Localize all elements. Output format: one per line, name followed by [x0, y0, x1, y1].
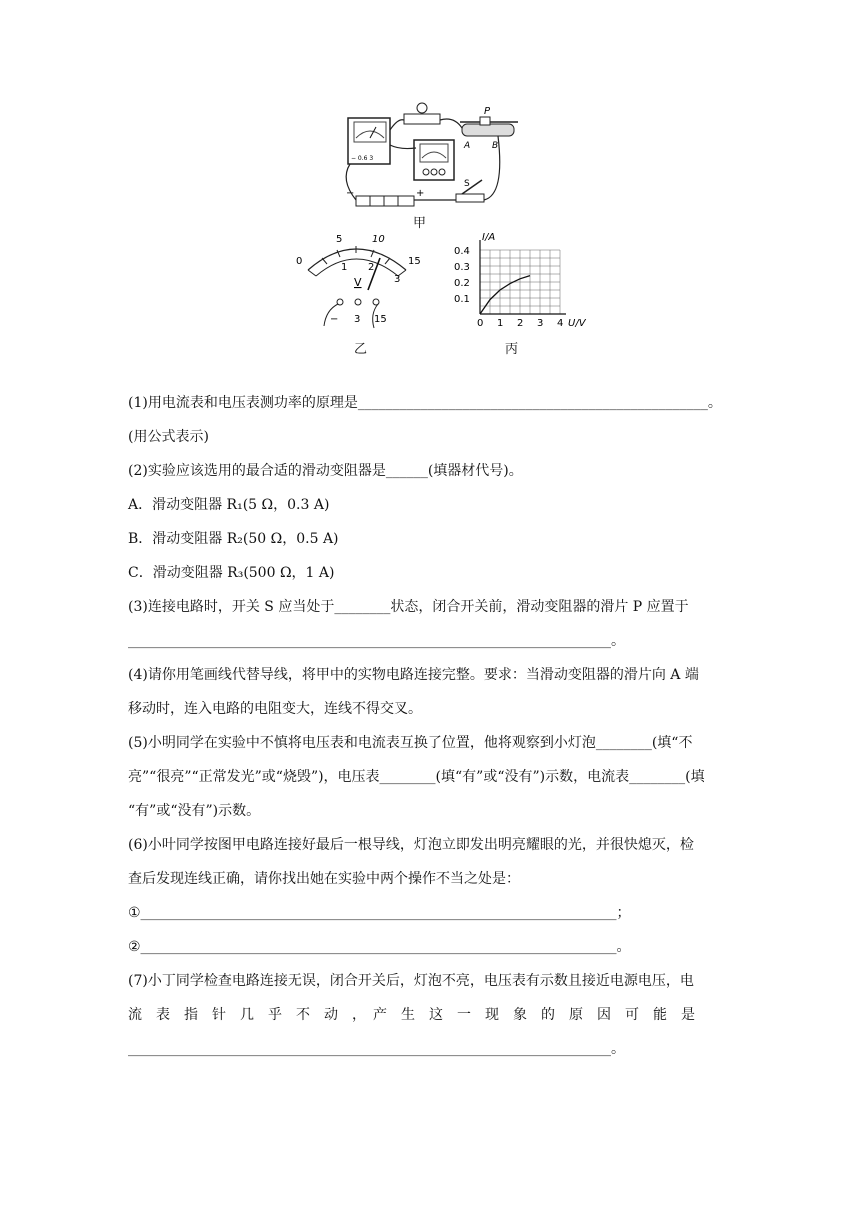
option-b: B．滑动变阻器 R₂(50 Ω，0.5 A): [128, 531, 339, 547]
dial-lower-3: 3: [394, 274, 401, 285]
question-6-line2: 查后发现连线正确，请你找出她在实验中两个操作不当之处是：: [128, 871, 520, 887]
label-plus: +: [416, 188, 425, 199]
question-6-line1: (6)小叶同学按图甲电路连接好最后一根导线，灯泡立即发出明亮耀眼的光，并很快熄灭，检: [128, 837, 694, 853]
bulb: [404, 103, 440, 124]
voltmeter-in-circuit: [414, 140, 454, 180]
label-p: P: [484, 106, 491, 117]
x-tick-label: 0: [477, 318, 484, 329]
label-bing: 丙: [505, 342, 519, 357]
dial-upper-5: 5: [336, 234, 343, 245]
question-4-line2: 移动时，连入电路的电阻变大，连线不得交叉。: [128, 701, 422, 717]
x-tick-label: 1: [497, 318, 504, 329]
question-5-line2: 亮”“很亮”“正常发光”或“烧毁”)，电压表________(填“有”或“没有”)示数，电流表________(填: [128, 769, 705, 785]
x-axis-label: U/V: [568, 318, 586, 329]
label-yi: 乙: [354, 342, 368, 357]
question-6-blank1: ①____________________________________________________________________；: [128, 905, 631, 921]
switch: [456, 179, 484, 202]
y-axis-label: I/A: [482, 232, 496, 243]
iu-curve: [480, 276, 530, 314]
terminal-3: 3: [354, 314, 361, 325]
x-tick-label: 2: [517, 318, 524, 329]
terminal-15: 15: [374, 314, 387, 325]
y-tick-label: 0.1: [454, 294, 470, 305]
voltmeter-dial-figure: [292, 228, 428, 332]
iu-graph: [452, 230, 586, 334]
question-7-line1: (7)小丁同学检查电路连接无误，闭合开关后，灯泡不亮，电压表有示数且接近电源电压，电: [128, 973, 694, 989]
ammeter: [348, 118, 390, 164]
question-6-blank2: ②____________________________________________________________________。: [128, 939, 631, 955]
dial-lower-1: 1: [341, 262, 348, 273]
question-4-line1: (4)请你用笔画线代替导线，将甲中的实物电路连接完整。要求：当滑动变阻器的滑片向 A 端: [128, 667, 699, 683]
question-5-line1: (5)小明同学在实验中不慎将电压表和电流表互换了位置，他将观察到小灯泡________(填“不: [128, 735, 693, 751]
battery: [346, 188, 424, 206]
label-s: S: [464, 179, 470, 189]
option-a: A．滑动变阻器 R₁(5 Ω，0.3 A): [128, 497, 330, 513]
question-7-line2: 流 表 指 针 几 乎 不 动 ， 产 生 这 一 现 象 的 原 因 可 能 是: [128, 1007, 695, 1023]
label-jia: 甲: [413, 216, 427, 231]
circuit-figure: [330, 100, 540, 230]
question-1-note: (用公式表示): [128, 429, 209, 445]
label-b: B: [492, 141, 499, 151]
x-tick-label: 3: [537, 318, 544, 329]
y-tick-label: 0.4: [454, 246, 470, 257]
dial-upper-10: 10: [372, 234, 385, 245]
label-a: A: [464, 141, 471, 151]
dial-lower-2: 2: [368, 262, 375, 273]
question-3-line1: (3)连接电路时，开关 S 应当处于________状态，闭合开关前，滑动变阻器的滑片 P 应置于: [128, 599, 689, 615]
dial-unit: V: [354, 276, 362, 289]
option-c: C．滑动变阻器 R₃(500 Ω，1 A): [128, 565, 335, 581]
question-7-line3: _____________________________________________________________________。: [128, 1041, 625, 1057]
question-2: (2)实验应该选用的最合适的滑动变阻器是______(填器材代号)。: [128, 463, 523, 479]
question-3-line2: _____________________________________________________________________。: [128, 633, 625, 649]
question-5-line3: “有”或“没有”)示数。: [128, 803, 261, 819]
dial-upper-15: 15: [408, 256, 421, 267]
terminal-minus: −: [330, 314, 339, 325]
dial-upper-0: 0: [296, 256, 303, 267]
y-tick-label: 0.2: [454, 278, 470, 289]
question-1: (1)用电流表和电压表测功率的原理是__________________________________________________。: [128, 395, 722, 411]
ammeter-terminals: − 0.6 3: [351, 155, 374, 162]
rheostat: [460, 106, 518, 151]
y-tick-label: 0.3: [454, 262, 470, 273]
x-tick-label: 4: [557, 318, 564, 329]
label-minus: −: [346, 188, 355, 199]
